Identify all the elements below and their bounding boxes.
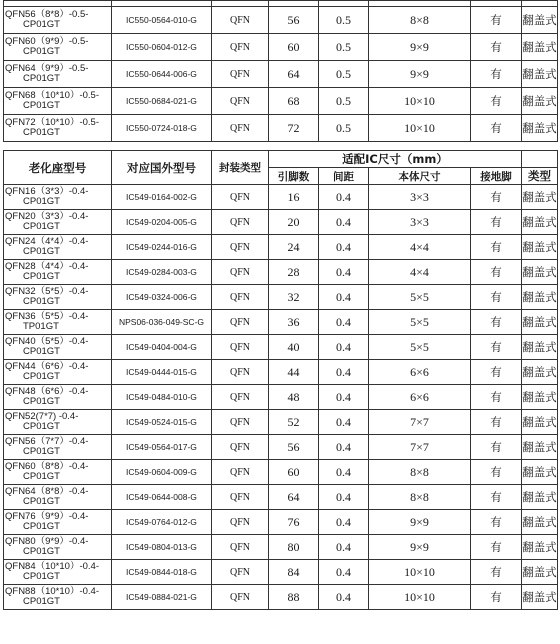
header-pins: 引脚数 bbox=[269, 168, 319, 185]
body-size-cell: 5×5 bbox=[369, 285, 471, 310]
ext-model-cell: IC550-0564-010-G bbox=[112, 7, 212, 34]
model-cell bbox=[4, 310, 112, 335]
ext-model-cell: IC549-0404-004-G bbox=[112, 335, 212, 360]
type-cell: 翻盖式 bbox=[522, 485, 558, 510]
body-size-cell: 4×4 bbox=[369, 235, 471, 260]
type-cell: 翻盖式 bbox=[522, 115, 558, 142]
pitch-cell: 0.4 bbox=[319, 510, 369, 535]
pins-cell: 64 bbox=[269, 485, 319, 510]
table-row bbox=[4, 335, 558, 360]
model-cell bbox=[4, 485, 112, 510]
body-size-cell: 3×3 bbox=[369, 185, 471, 210]
table-row bbox=[4, 88, 558, 115]
spec-table-0.4mm bbox=[3, 150, 558, 610]
ext-model-cell: IC549-0324-006-G bbox=[112, 285, 212, 310]
ground-pin-cell: 有 bbox=[471, 560, 522, 585]
package-cell: QFN bbox=[212, 435, 269, 460]
pitch-cell: 0.4 bbox=[319, 210, 369, 235]
model-line-1: QFN60（8*8）-0.4- bbox=[5, 461, 89, 472]
package-cell: QFN bbox=[212, 235, 269, 260]
model-line-2: CP01GT bbox=[23, 73, 60, 84]
table-row bbox=[4, 34, 558, 61]
ground-pin-cell: 有 bbox=[471, 510, 522, 535]
type-cell: 翻盖式 bbox=[522, 360, 558, 385]
ext-model-cell: IC549-0164-002-G bbox=[112, 185, 212, 210]
model-line-1: QFN60（9*9）-0.5- bbox=[5, 36, 89, 47]
model-line-1: QFN56（8*8）-0.5- bbox=[5, 9, 89, 20]
model-line-2: CP01GT bbox=[23, 371, 60, 382]
ext-model-cell: IC549-0524-015-G bbox=[112, 410, 212, 435]
body-size-cell: 7×7 bbox=[369, 410, 471, 435]
pins-cell: 80 bbox=[269, 535, 319, 560]
ground-pin-cell: 有 bbox=[471, 335, 522, 360]
package-cell: QFN bbox=[212, 535, 269, 560]
model-line-2: CP01GT bbox=[23, 421, 60, 432]
pitch-cell: 0.4 bbox=[319, 285, 369, 310]
model-cell bbox=[4, 88, 112, 115]
body-size-cell: 10×10 bbox=[369, 585, 471, 610]
ground-pin-cell: 有 bbox=[471, 410, 522, 435]
table1-body bbox=[4, 1, 558, 142]
model-line-2: CP01GT bbox=[23, 546, 60, 557]
body-size-cell: 6×6 bbox=[369, 360, 471, 385]
package-cell: QFN bbox=[212, 510, 269, 535]
header-body-size: 本体尺寸 bbox=[369, 168, 471, 185]
pitch-cell: 0.5 bbox=[319, 88, 369, 115]
table-row bbox=[4, 560, 558, 585]
model-cell bbox=[4, 335, 112, 360]
model-cell bbox=[4, 34, 112, 61]
model-cell bbox=[4, 61, 112, 88]
model-line-1: QFN28（4*4）-0.4- bbox=[5, 261, 89, 272]
package-cell: QFN bbox=[212, 260, 269, 285]
package-cell: QFN bbox=[212, 560, 269, 585]
model-line-2: CP01GT bbox=[23, 100, 60, 111]
spec-table-0.5mm bbox=[3, 0, 558, 142]
table-row bbox=[4, 235, 558, 260]
pins-cell: 60 bbox=[269, 34, 319, 61]
ext-model-cell: IC550-0684-021-G bbox=[112, 88, 212, 115]
ext-model-cell: IC549-0204-005-G bbox=[112, 210, 212, 235]
ext-model-cell: IC549-0764-012-G bbox=[112, 510, 212, 535]
type-cell: 翻盖式 bbox=[522, 435, 558, 460]
model-cell bbox=[4, 460, 112, 485]
model-cell bbox=[4, 385, 112, 410]
type-cell: 翻盖式 bbox=[522, 235, 558, 260]
model-line-2: CP01GT bbox=[23, 127, 60, 138]
pins-cell: 40 bbox=[269, 335, 319, 360]
table-row bbox=[4, 260, 558, 285]
pins-cell: 28 bbox=[269, 260, 319, 285]
body-size-cell: 9×9 bbox=[369, 61, 471, 88]
pins-cell: 16 bbox=[269, 185, 319, 210]
pitch-cell: 0.4 bbox=[319, 410, 369, 435]
model-cell bbox=[4, 7, 112, 34]
type-cell: 翻盖式 bbox=[522, 285, 558, 310]
package-cell: QFN bbox=[212, 88, 269, 115]
pitch-cell: 0.5 bbox=[319, 115, 369, 142]
model-cell bbox=[4, 260, 112, 285]
table-row bbox=[4, 310, 558, 335]
package-cell: QFN bbox=[212, 460, 269, 485]
pins-cell: 60 bbox=[269, 460, 319, 485]
package-cell: QFN bbox=[212, 7, 269, 34]
body-size-cell: 10×10 bbox=[369, 88, 471, 115]
model-line-1: QFN72（10*10）-0.5- bbox=[5, 117, 99, 128]
body-size-cell: 9×9 bbox=[369, 34, 471, 61]
pins-cell: 88 bbox=[269, 585, 319, 610]
body-size-cell: 5×5 bbox=[369, 310, 471, 335]
ground-pin-cell: 有 bbox=[471, 260, 522, 285]
package-cell: QFN bbox=[212, 485, 269, 510]
body-size-cell: 10×10 bbox=[369, 560, 471, 585]
pins-cell: 20 bbox=[269, 210, 319, 235]
pins-cell: 72 bbox=[269, 115, 319, 142]
model-line-2: CP01GT bbox=[23, 246, 60, 257]
ext-model-cell: NPS06-036-049-SC-G bbox=[112, 310, 212, 335]
model-line-2: CP01GT bbox=[23, 196, 60, 207]
type-cell: 翻盖式 bbox=[522, 510, 558, 535]
pitch-cell: 0.4 bbox=[319, 560, 369, 585]
model-cell bbox=[4, 235, 112, 260]
pins-cell: 56 bbox=[269, 435, 319, 460]
pitch-cell: 0.4 bbox=[319, 535, 369, 560]
type-cell: 翻盖式 bbox=[522, 185, 558, 210]
pitch-cell: 0.5 bbox=[319, 7, 369, 34]
pitch-cell: 0.4 bbox=[319, 460, 369, 485]
ext-model-cell: IC549-0884-021-G bbox=[112, 585, 212, 610]
type-cell: 翻盖式 bbox=[522, 88, 558, 115]
pitch-cell: 0.4 bbox=[319, 435, 369, 460]
package-cell: QFN bbox=[212, 310, 269, 335]
type-cell: 翻盖式 bbox=[522, 410, 558, 435]
package-cell: QFN bbox=[212, 34, 269, 61]
ext-model-cell: IC549-0644-008-G bbox=[112, 485, 212, 510]
package-cell: QFN bbox=[212, 115, 269, 142]
pins-cell: 76 bbox=[269, 510, 319, 535]
ground-pin-cell: 有 bbox=[471, 310, 522, 335]
package-cell: QFN bbox=[212, 285, 269, 310]
body-size-cell: 8×8 bbox=[369, 485, 471, 510]
model-cell bbox=[4, 560, 112, 585]
model-line-1: QFN64（8*8）-0.4- bbox=[5, 486, 89, 497]
model-line-2: CP01GT bbox=[23, 271, 60, 282]
model-cell bbox=[4, 115, 112, 142]
package-cell: QFN bbox=[212, 61, 269, 88]
body-size-cell: 4×4 bbox=[369, 260, 471, 285]
model-line-1: QFN24（4*4）-0.4- bbox=[5, 236, 89, 247]
ext-model-cell: IC550-0644-006-G bbox=[112, 61, 212, 88]
ext-model-cell: IC549-0244-016-G bbox=[112, 235, 212, 260]
model-line-2: CP01GT bbox=[23, 221, 60, 232]
pitch-cell: 0.4 bbox=[319, 360, 369, 385]
table-row bbox=[4, 585, 558, 610]
model-line-2: CP01GT bbox=[23, 46, 60, 57]
pitch-cell: 0.4 bbox=[319, 185, 369, 210]
ext-model-cell: IC550-0604-012-G bbox=[112, 34, 212, 61]
model-cell bbox=[4, 435, 112, 460]
body-size-cell: 9×9 bbox=[369, 535, 471, 560]
table-row bbox=[4, 185, 558, 210]
pitch-cell: 0.4 bbox=[319, 235, 369, 260]
ext-model-cell: IC549-0484-010-G bbox=[112, 385, 212, 410]
table-row bbox=[4, 210, 558, 235]
model-cell bbox=[4, 210, 112, 235]
pitch-cell: 0.4 bbox=[319, 260, 369, 285]
ground-pin-cell: 有 bbox=[471, 385, 522, 410]
model-line-2: CP01GT bbox=[23, 596, 60, 607]
body-size-cell: 9×9 bbox=[369, 510, 471, 535]
model-line-1: QFN40（5*5）-0.4- bbox=[5, 336, 89, 347]
table2-body bbox=[4, 185, 558, 610]
ground-pin-cell: 有 bbox=[471, 285, 522, 310]
ext-model-cell: IC549-0804-013-G bbox=[112, 535, 212, 560]
model-line-1: QFN56（7*7）-0.4- bbox=[5, 436, 89, 447]
table2-header bbox=[4, 151, 558, 185]
ground-pin-cell: 有 bbox=[471, 61, 522, 88]
table-row bbox=[4, 115, 558, 142]
ext-model-cell: IC549-0564-017-G bbox=[112, 435, 212, 460]
table-row bbox=[4, 410, 558, 435]
ground-pin-cell: 有 bbox=[471, 7, 522, 34]
table-row bbox=[4, 285, 558, 310]
pitch-cell: 0.4 bbox=[319, 310, 369, 335]
model-cell bbox=[4, 285, 112, 310]
model-line-1: QFN48（6*6）-0.4- bbox=[5, 386, 89, 397]
header-model: 老化座型号 bbox=[4, 151, 112, 185]
model-line-2: TP01GT bbox=[23, 321, 59, 332]
table-row bbox=[4, 7, 558, 34]
ext-model-cell: IC549-0444-015-G bbox=[112, 360, 212, 385]
ground-pin-cell: 有 bbox=[471, 585, 522, 610]
table-row bbox=[4, 385, 558, 410]
model-cell bbox=[4, 410, 112, 435]
ext-model-cell: IC549-0284-003-G bbox=[112, 260, 212, 285]
model-line-2: CP01GT bbox=[23, 446, 60, 457]
model-cell bbox=[4, 585, 112, 610]
model-line-2: CP01GT bbox=[23, 496, 60, 507]
table-row bbox=[4, 535, 558, 560]
ext-model-cell: IC550-0724-018-G bbox=[112, 115, 212, 142]
ext-model-cell: IC549-0844-018-G bbox=[112, 560, 212, 585]
type-cell: 翻盖式 bbox=[522, 585, 558, 610]
model-line-1: QFN80（9*9）-0.4- bbox=[5, 536, 89, 547]
model-line-1: QFN88（10*10）-0.4- bbox=[5, 586, 99, 597]
package-cell: QFN bbox=[212, 410, 269, 435]
package-cell: QFN bbox=[212, 335, 269, 360]
type-cell: 翻盖式 bbox=[522, 34, 558, 61]
model-line-2: CP01GT bbox=[23, 571, 60, 582]
pins-cell: 24 bbox=[269, 235, 319, 260]
ground-pin-cell: 有 bbox=[471, 34, 522, 61]
pins-cell: 56 bbox=[269, 7, 319, 34]
pitch-cell: 0.4 bbox=[319, 485, 369, 510]
header-pitch: 间距 bbox=[319, 168, 369, 185]
pitch-cell: 0.5 bbox=[319, 34, 369, 61]
type-cell: 翻盖式 bbox=[522, 460, 558, 485]
package-cell: QFN bbox=[212, 185, 269, 210]
table-row bbox=[4, 435, 558, 460]
model-line-1: QFN76（9*9）-0.4- bbox=[5, 511, 89, 522]
ground-pin-cell: 有 bbox=[471, 88, 522, 115]
pins-cell: 36 bbox=[269, 310, 319, 335]
ground-pin-cell: 有 bbox=[471, 115, 522, 142]
pitch-cell: 0.4 bbox=[319, 585, 369, 610]
pins-cell: 84 bbox=[269, 560, 319, 585]
body-size-cell: 10×10 bbox=[369, 115, 471, 142]
pins-cell: 64 bbox=[269, 61, 319, 88]
body-size-cell: 7×7 bbox=[369, 435, 471, 460]
type-cell: 翻盖式 bbox=[522, 7, 558, 34]
pins-cell: 68 bbox=[269, 88, 319, 115]
ground-pin-cell: 有 bbox=[471, 210, 522, 235]
ext-model-cell: IC549-0604-009-G bbox=[112, 460, 212, 485]
type-cell: 翻盖式 bbox=[522, 61, 558, 88]
model-line-2: CP01GT bbox=[23, 471, 60, 482]
model-cell bbox=[4, 535, 112, 560]
ground-pin-cell: 有 bbox=[471, 235, 522, 260]
pitch-cell: 0.5 bbox=[319, 61, 369, 88]
package-cell: QFN bbox=[212, 360, 269, 385]
ground-pin-cell: 有 bbox=[471, 185, 522, 210]
type-cell: 翻盖式 bbox=[522, 535, 558, 560]
package-cell: QFN bbox=[212, 585, 269, 610]
header-ground-pin: 接地脚 bbox=[471, 168, 522, 185]
type-cell: 翻盖式 bbox=[522, 210, 558, 235]
model-line-1: QFN68（10*10）-0.5- bbox=[5, 90, 99, 101]
type-cell: 翻盖式 bbox=[522, 310, 558, 335]
package-cell: QFN bbox=[212, 385, 269, 410]
type-cell: 翻盖式 bbox=[522, 335, 558, 360]
type-cell: 翻盖式 bbox=[522, 385, 558, 410]
header-package: 封装类型 bbox=[212, 151, 269, 185]
pins-cell: 32 bbox=[269, 285, 319, 310]
type-cell: 翻盖式 bbox=[522, 260, 558, 285]
pitch-cell: 0.4 bbox=[319, 335, 369, 360]
ground-pin-cell: 有 bbox=[471, 485, 522, 510]
model-cell bbox=[4, 510, 112, 535]
package-cell: QFN bbox=[212, 210, 269, 235]
model-line-2: CP01GT bbox=[23, 296, 60, 307]
table-row bbox=[4, 360, 558, 385]
pins-cell: 44 bbox=[269, 360, 319, 385]
model-line-1: QFN44（6*6）-0.4- bbox=[5, 361, 89, 372]
model-cell bbox=[4, 185, 112, 210]
body-size-cell: 3×3 bbox=[369, 210, 471, 235]
ground-pin-cell: 有 bbox=[471, 535, 522, 560]
model-cell bbox=[4, 360, 112, 385]
body-size-cell: 5×5 bbox=[369, 335, 471, 360]
model-line-2: CP01GT bbox=[23, 346, 60, 357]
header-ic-size: 适配IC尺寸（mm） bbox=[269, 151, 522, 168]
model-line-2: CP01GT bbox=[23, 396, 60, 407]
model-line-1: QFN20（3*3）-0.4- bbox=[5, 211, 89, 222]
model-line-2: CP01GT bbox=[23, 19, 60, 30]
body-size-cell: 8×8 bbox=[369, 460, 471, 485]
type-cell: 翻盖式 bbox=[522, 560, 558, 585]
ground-pin-cell: 有 bbox=[471, 460, 522, 485]
pins-cell: 48 bbox=[269, 385, 319, 410]
model-line-2: CP01GT bbox=[23, 521, 60, 532]
pins-cell: 52 bbox=[269, 410, 319, 435]
ground-pin-cell: 有 bbox=[471, 360, 522, 385]
table-row bbox=[4, 510, 558, 535]
model-line-1: QFN32（5*5）-0.4- bbox=[5, 286, 89, 297]
model-line-1: QFN52(7*7) -0.4- bbox=[5, 411, 79, 422]
body-size-cell: 8×8 bbox=[369, 7, 471, 34]
table-row bbox=[4, 485, 558, 510]
header-type: 类型 bbox=[522, 168, 558, 185]
model-line-1: QFN64（9*9）-0.5- bbox=[5, 63, 89, 74]
header-ext-model: 对应国外型号 bbox=[112, 151, 212, 185]
pitch-cell: 0.4 bbox=[319, 385, 369, 410]
model-line-1: QFN16（3*3）-0.4- bbox=[5, 186, 89, 197]
body-size-cell: 6×6 bbox=[369, 385, 471, 410]
table-row bbox=[4, 61, 558, 88]
ground-pin-cell: 有 bbox=[471, 435, 522, 460]
header-type-top bbox=[522, 151, 558, 168]
model-line-1: QFN84（10*10）-0.4- bbox=[5, 561, 99, 572]
model-line-1: QFN36（5*5）-0.4- bbox=[5, 311, 89, 322]
table-row bbox=[4, 460, 558, 485]
